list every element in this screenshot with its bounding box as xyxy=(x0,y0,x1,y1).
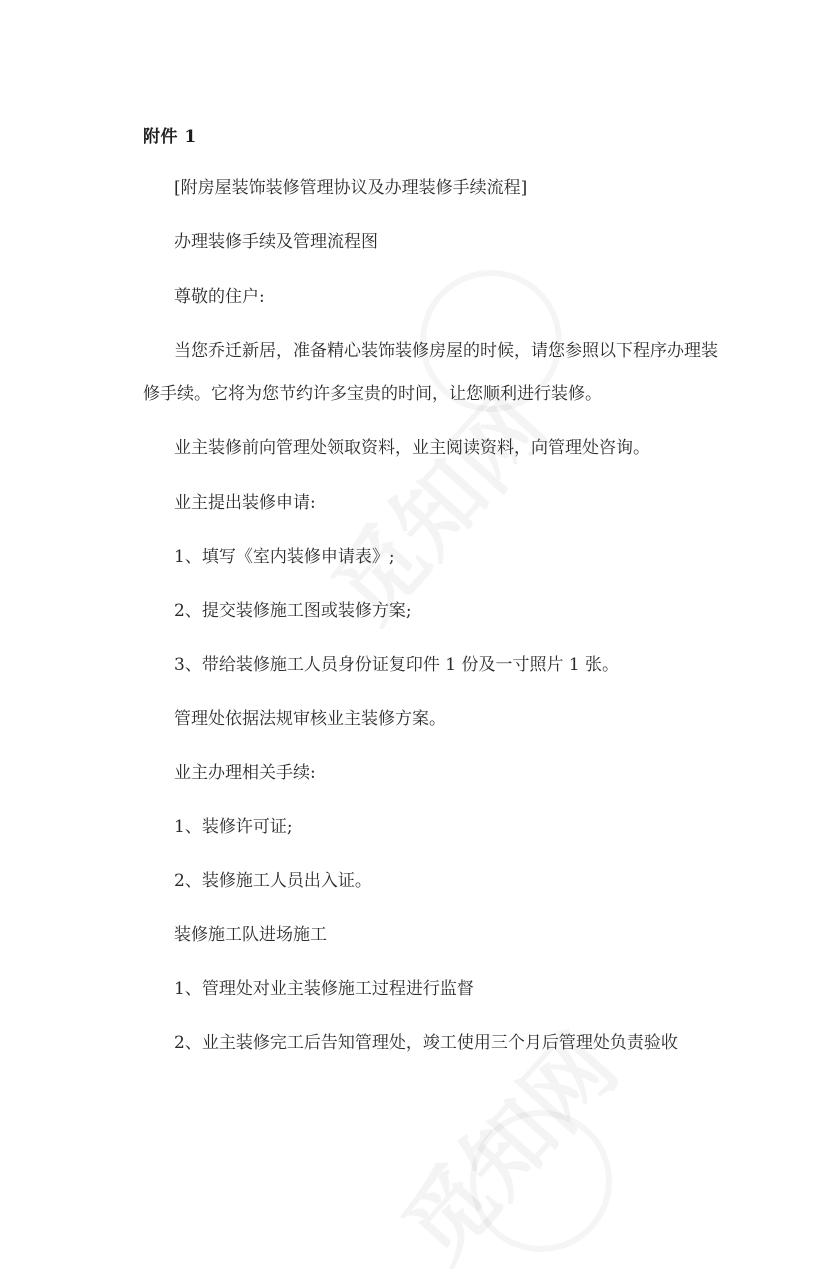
paragraph-step-procedures: 业主办理相关手续: xyxy=(174,763,316,783)
paragraph-step-construction: 装修施工队进场施工 xyxy=(174,925,327,945)
list-item: 1、填写《室内装修申请表》; xyxy=(174,547,395,567)
list-item: 1、装修许可证; xyxy=(174,817,293,837)
attachment-heading: 附件 1 xyxy=(143,127,197,147)
paragraph-step-collect-info: 业主装修前向管理处领取资料，业主阅读资料，向管理处咨询。 xyxy=(174,438,650,458)
list-item: 2、提交装修施工图或装修方案; xyxy=(174,601,412,621)
list-item: 1、管理处对业主装修施工过程进行监督 xyxy=(174,979,474,999)
paragraph-title-bracketed: [附房屋装饰装修管理协议及办理装修手续流程] xyxy=(174,178,528,198)
paragraph-greeting: 尊敬的住户: xyxy=(174,287,265,307)
paragraph-intro-line2: 修手续。它将为您节约许多宝贵的时间，让您顺利进行装修。 xyxy=(143,384,602,404)
paragraph-step-review: 管理处依据法规审核业主装修方案。 xyxy=(174,709,446,729)
paragraph-flowchart-title: 办理装修手续及管理流程图 xyxy=(174,232,378,252)
list-item: 2、装修施工人员出入证。 xyxy=(174,871,372,891)
list-item: 3、带给装修施工人员身份证复印件 1 份及一寸照片 1 张。 xyxy=(174,655,620,675)
paragraph-intro-line1: 当您乔迁新居，准备精心装饰装修房屋的时候，请您参照以下程序办理装 xyxy=(174,341,718,361)
list-item: 2、业主装修完工后告知管理处，竣工使用三个月后管理处负责验收 xyxy=(174,1033,678,1053)
paragraph-step-apply: 业主提出装修申请: xyxy=(174,493,316,513)
watermark-seal xyxy=(470,1110,612,1252)
